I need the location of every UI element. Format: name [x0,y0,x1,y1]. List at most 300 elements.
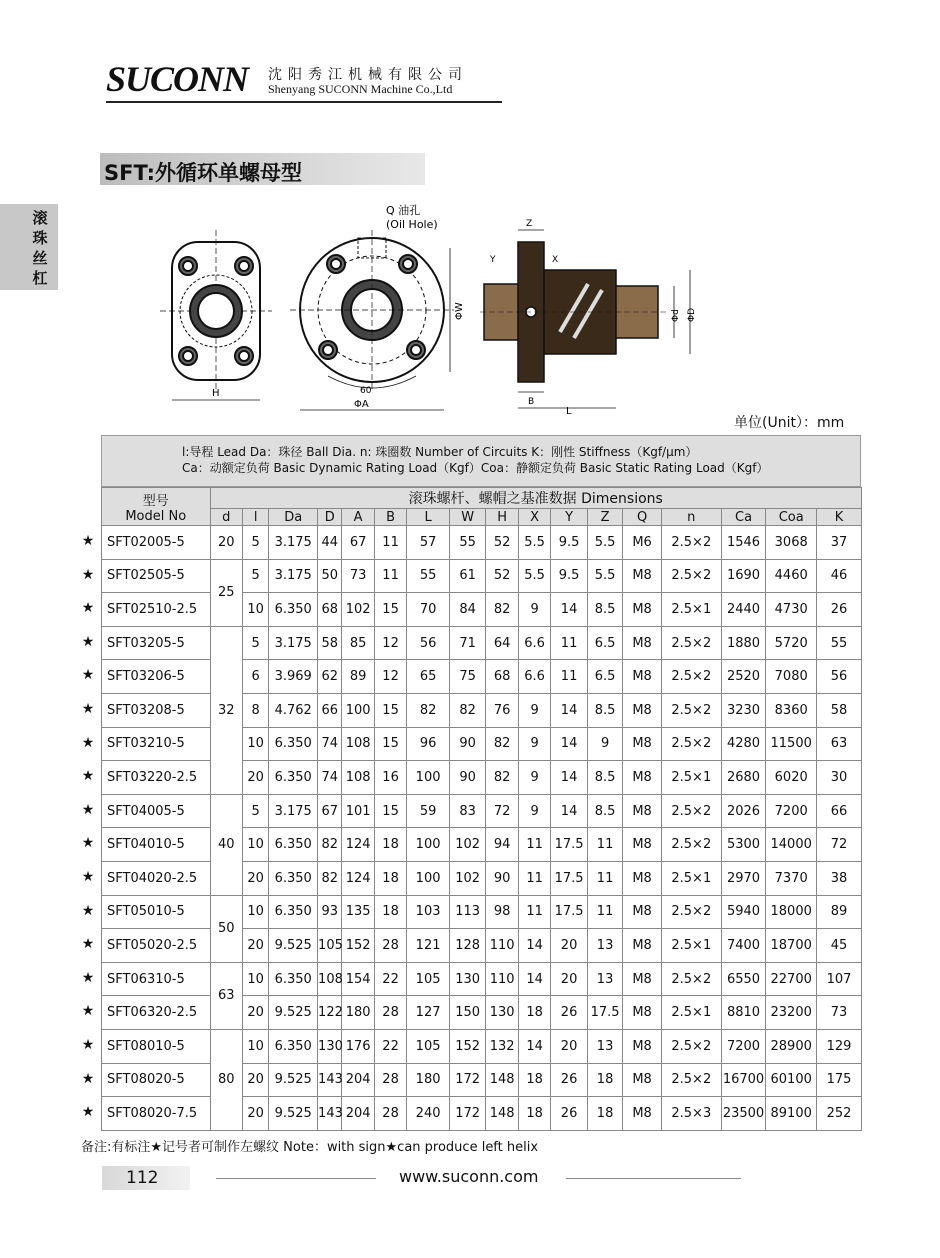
cell-n: 2.5×2 [661,559,721,593]
cell-d: 108 [318,962,342,996]
cell-x: 18 [518,1063,550,1097]
cell-d: 68 [318,593,342,627]
cell-da: 9.525 [269,929,318,963]
cell-k: 38 [817,861,862,895]
cell-q: M8 [623,828,662,862]
cell-x: 14 [518,1029,550,1063]
left-helix-star-icon: ★ [81,1070,95,1087]
cell-y: 20 [551,1029,588,1063]
cell-a: 85 [342,626,374,660]
cell-q: M8 [623,929,662,963]
cell-w: 102 [449,828,486,862]
cell-b: 16 [374,761,406,795]
cell-b: 22 [374,962,406,996]
cell-b: 18 [374,895,406,929]
cell-n: 2.5×1 [661,593,721,627]
cell-coa: 4730 [766,593,817,627]
diameter-cell: 50 [210,895,242,962]
cell-w: 75 [449,660,486,694]
cell-k: 107 [817,962,862,996]
cell-z: 13 [587,929,623,963]
model-cell: SFT03208-5 [102,693,211,727]
left-helix-star-icon: ★ [81,633,95,650]
cell-l: 70 [407,593,450,627]
cell-w: 102 [449,861,486,895]
cell-h: 52 [486,526,518,560]
cell-da: 6.350 [269,1029,318,1063]
cell-d: 66 [318,693,342,727]
cell-w: 84 [449,593,486,627]
cell-a: 100 [342,693,374,727]
cell-z: 13 [587,1029,623,1063]
footer-rule-right [566,1178,741,1179]
cell-w: 130 [449,962,486,996]
cell-ca: 7400 [721,929,766,963]
column-header-b: B [374,509,406,526]
column-header-h: H [486,509,518,526]
column-header-w: W [449,509,486,526]
left-helix-star-icon: ★ [81,936,95,953]
cell-h: 110 [486,929,518,963]
cell-y: 20 [551,929,588,963]
cell-coa: 7080 [766,660,817,694]
left-helix-star-icon: ★ [81,902,95,919]
website-url: www.suconn.com [399,1167,539,1186]
cell-x: 14 [518,962,550,996]
cell-l: 10 [242,727,268,761]
model-cell: SFT08020-7.5 [102,1097,211,1131]
cell-k: 175 [817,1063,862,1097]
cell-coa: 7370 [766,861,817,895]
label-l: L [566,406,572,417]
cell-b: 28 [374,996,406,1030]
cell-q: M8 [623,1029,662,1063]
cell-n: 2.5×2 [661,895,721,929]
cell-h: 52 [486,559,518,593]
cell-ca: 2440 [721,593,766,627]
model-cell: SFT06310-5 [102,962,211,996]
left-helix-star-icon: ★ [81,600,95,617]
cell-coa: 28900 [766,1029,817,1063]
dimensions-header: 滚珠螺杆、螺帽之基准数据 Dimensions [210,488,861,509]
cell-k: 46 [817,559,862,593]
left-helix-star-icon: ★ [81,801,95,818]
cell-y: 14 [551,593,588,627]
company-name-cn: 沈阳秀江机械有限公司 [268,67,468,83]
cell-l: 55 [407,559,450,593]
cell-l: 82 [407,693,450,727]
cell-z: 5.5 [587,526,623,560]
column-header-n: n [661,509,721,526]
cell-coa: 14000 [766,828,817,862]
cell-da: 6.350 [269,828,318,862]
left-helix-star-icon: ★ [81,869,95,885]
cell-h: 76 [486,693,518,727]
cell-w: 172 [449,1063,486,1097]
cell-a: 108 [342,761,374,795]
cell-l: 10 [242,895,268,929]
cell-x: 11 [518,895,550,929]
model-cell: SFT03210-5 [102,727,211,761]
cell-da: 3.175 [269,794,318,828]
cell-x: 9 [518,761,550,795]
cell-coa: 18000 [766,895,817,929]
cell-b: 18 [374,828,406,862]
cell-a: 102 [342,593,374,627]
cell-coa: 5720 [766,626,817,660]
label-d-big: ΦD [687,307,697,322]
model-cell: SFT04005-5 [102,794,211,828]
legend-box [101,435,861,487]
column-header-l: l [242,509,268,526]
cell-l: 5 [242,794,268,828]
cell-z: 9 [587,727,623,761]
model-cell: SFT04020-2.5 [102,861,211,895]
cell-h: 132 [486,1029,518,1063]
cell-d: 74 [318,761,342,795]
footer-rule-left [216,1178,376,1179]
cell-n: 2.5×2 [661,794,721,828]
cell-y: 26 [551,996,588,1030]
cell-h: 110 [486,962,518,996]
cell-a: 67 [342,526,374,560]
cell-h: 94 [486,828,518,862]
cell-da: 6.350 [269,593,318,627]
column-header-da: Da [269,509,318,526]
cell-ca: 2970 [721,861,766,895]
cell-q: M8 [623,794,662,828]
diameter-cell: 20 [210,526,242,560]
cell-z: 5.5 [587,559,623,593]
cell-b: 12 [374,660,406,694]
cell-ca: 5300 [721,828,766,862]
cell-h: 82 [486,593,518,627]
cell-n: 2.5×2 [661,727,721,761]
cell-w: 150 [449,996,486,1030]
cell-z: 11 [587,861,623,895]
cell-w: 83 [449,794,486,828]
cell-n: 2.5×3 [661,1097,721,1131]
cell-y: 14 [551,727,588,761]
table-row [102,559,862,593]
cell-a: 73 [342,559,374,593]
cell-l: 20 [242,929,268,963]
cell-a: 204 [342,1063,374,1097]
cell-da: 6.350 [269,861,318,895]
column-header-coa: Coa [766,509,817,526]
cell-d: 74 [318,727,342,761]
cell-q: M8 [623,962,662,996]
left-helix-star-icon: ★ [81,835,95,852]
cell-l: 100 [407,828,450,862]
cell-k: 45 [817,929,862,963]
cell-a: 154 [342,962,374,996]
cell-y: 17.5 [551,828,588,862]
cell-d: 143 [318,1097,342,1131]
cell-q: M8 [623,727,662,761]
spec-table-body [102,526,862,1131]
model-cell: SFT02505-5 [102,559,211,593]
label-x: X [552,255,559,265]
cell-x: 18 [518,1097,550,1131]
column-header-ca: Ca [721,509,766,526]
side-view [480,230,690,408]
column-header-row [102,509,862,526]
cell-q: M8 [623,996,662,1030]
cell-b: 28 [374,1097,406,1131]
cell-y: 14 [551,693,588,727]
model-cell: SFT03206-5 [102,660,211,694]
cell-q: M8 [623,895,662,929]
cell-l: 6 [242,660,268,694]
cell-z: 6.5 [587,660,623,694]
cell-n: 2.5×2 [661,1063,721,1097]
cell-k: 37 [817,526,862,560]
cell-k: 58 [817,693,862,727]
cell-l: 127 [407,996,450,1030]
cell-x: 5.5 [518,559,550,593]
cell-l: 57 [407,526,450,560]
cell-z: 18 [587,1097,623,1131]
front-view-square [160,230,272,400]
cell-b: 22 [374,1029,406,1063]
cell-l: 10 [242,593,268,627]
cell-l: 5 [242,626,268,660]
cell-w: 82 [449,693,486,727]
left-helix-star-icon: ★ [81,1104,95,1121]
cell-x: 9 [518,693,550,727]
label-y: Y [490,255,496,265]
cell-y: 14 [551,761,588,795]
cell-ca: 7200 [721,1029,766,1063]
cell-h: 82 [486,761,518,795]
cell-ca: 3230 [721,693,766,727]
cell-b: 12 [374,626,406,660]
cell-k: 73 [817,996,862,1030]
cell-y: 17.5 [551,895,588,929]
cell-d: 143 [318,1063,342,1097]
cell-z: 8.5 [587,794,623,828]
cell-l: 59 [407,794,450,828]
cell-a: 124 [342,828,374,862]
cell-z: 18 [587,1063,623,1097]
cell-da: 3.175 [269,526,318,560]
cell-q: M8 [623,660,662,694]
left-helix-star-icon: ★ [81,1037,95,1053]
model-cell: SFT08010-5 [102,1029,211,1063]
cell-z: 6.5 [587,626,623,660]
cell-n: 2.5×2 [661,962,721,996]
cell-n: 2.5×1 [661,861,721,895]
cell-coa: 6020 [766,761,817,795]
cell-w: 90 [449,727,486,761]
label-angle: 60 [360,386,372,396]
cell-y: 17.5 [551,861,588,895]
cell-h: 72 [486,794,518,828]
legend-line-2: Ca：动额定负荷 Basic Dynamic Rating Load（Kgf）Coa：静额定负荷 Basic Static Rating Load（Kgf） [182,461,769,475]
cell-da: 9.525 [269,1097,318,1131]
diameter-cell: 80 [210,1029,242,1130]
cell-ca: 8810 [721,996,766,1030]
cell-ca: 4280 [721,727,766,761]
cell-x: 9 [518,593,550,627]
model-cell: SFT05010-5 [102,895,211,929]
cell-x: 11 [518,861,550,895]
cell-q: M8 [623,593,662,627]
technical-drawing [150,200,710,422]
column-header-d: d [210,509,242,526]
diameter-cell: 25 [210,559,242,626]
table-row [102,526,862,560]
cell-b: 11 [374,526,406,560]
left-helix-star-icon: ★ [81,734,95,751]
legend-line-1: l:导程 Lead Da：珠径 Ball Dia. n: 珠圈数 Number of Circuits K：刚性 Stiffness（Kgf/μm） [182,445,698,459]
left-helix-star-icon: ★ [81,969,95,986]
cell-n: 2.5×1 [661,996,721,1030]
cell-z: 17.5 [587,996,623,1030]
cell-a: 135 [342,895,374,929]
cell-a: 89 [342,660,374,694]
model-cell: SFT03205-5 [102,626,211,660]
cell-b: 15 [374,794,406,828]
cell-a: 152 [342,929,374,963]
cell-ca: 1690 [721,559,766,593]
cell-da: 9.525 [269,1063,318,1097]
cell-b: 18 [374,861,406,895]
cell-q: M8 [623,761,662,795]
diameter-cell: 32 [210,626,242,794]
cell-l: 10 [242,962,268,996]
cell-k: 56 [817,660,862,694]
cell-w: 128 [449,929,486,963]
cell-da: 6.350 [269,727,318,761]
cell-x: 5.5 [518,526,550,560]
label-d-small: Φd [671,309,681,322]
cell-z: 11 [587,895,623,929]
cell-l: 10 [242,1029,268,1063]
company-name-en: Shenyang SUCONN Machine Co.,Ltd [268,82,453,96]
label-z: Z [526,219,533,229]
cell-z: 8.5 [587,593,623,627]
cell-coa: 7200 [766,794,817,828]
cell-l: 20 [242,1063,268,1097]
cell-l: 96 [407,727,450,761]
page-number: 112 [126,1168,159,1188]
cell-coa: 11500 [766,727,817,761]
cell-k: 72 [817,828,862,862]
cell-d: 105 [318,929,342,963]
cell-y: 9.5 [551,526,588,560]
cell-d: 62 [318,660,342,694]
cell-x: 6.6 [518,660,550,694]
cell-w: 113 [449,895,486,929]
cell-l: 103 [407,895,450,929]
cell-a: 180 [342,996,374,1030]
cell-z: 11 [587,828,623,862]
column-header-z: Z [587,509,623,526]
model-cell: SFT02005-5 [102,526,211,560]
cell-da: 4.762 [269,693,318,727]
cell-y: 26 [551,1063,588,1097]
left-helix-star-icon: ★ [81,533,95,549]
model-header-cn: 型号 [142,493,169,509]
cell-coa: 60100 [766,1063,817,1097]
cell-q: M8 [623,693,662,727]
cell-ca: 2520 [721,660,766,694]
cell-l: 56 [407,626,450,660]
cell-coa: 89100 [766,1097,817,1131]
cell-coa: 4460 [766,559,817,593]
table-row [102,962,862,996]
cell-k: 66 [817,794,862,828]
cell-q: M6 [623,526,662,560]
cell-l: 20 [242,996,268,1030]
header-rule [106,101,502,103]
cell-n: 2.5×2 [661,626,721,660]
footer-note: 备注:有标注★记号者可制作左螺纹 Note：with sign★can produce left helix [81,1140,539,1155]
cell-d: 82 [318,828,342,862]
cell-b: 15 [374,693,406,727]
cell-w: 90 [449,761,486,795]
cell-q: M8 [623,1063,662,1097]
cell-d: 93 [318,895,342,929]
cell-x: 18 [518,996,550,1030]
diameter-cell: 63 [210,962,242,1029]
label-w: ΦW [454,302,465,320]
table-row [102,794,862,828]
column-header-y: Y [551,509,588,526]
cell-d: 82 [318,861,342,895]
cell-a: 204 [342,1097,374,1131]
cell-l: 105 [407,1029,450,1063]
cell-da: 3.175 [269,559,318,593]
front-view-round [290,230,454,410]
cell-d: 58 [318,626,342,660]
cell-coa: 23200 [766,996,817,1030]
cell-ca: 6550 [721,962,766,996]
cell-l: 65 [407,660,450,694]
cell-w: 152 [449,1029,486,1063]
spec-table [101,487,862,1131]
model-cell: SFT03220-2.5 [102,761,211,795]
column-header-q: Q [623,509,662,526]
cell-l: 8 [242,693,268,727]
cell-y: 9.5 [551,559,588,593]
cell-x: 6.6 [518,626,550,660]
column-header-l: L [407,509,450,526]
cell-d: 67 [318,794,342,828]
page-title: SFT:外循环单螺母型 [104,161,303,185]
model-cell: SFT06320-2.5 [102,996,211,1030]
cell-coa: 18700 [766,929,817,963]
cell-x: 9 [518,727,550,761]
cell-h: 148 [486,1097,518,1131]
cell-h: 98 [486,895,518,929]
cell-q: M8 [623,861,662,895]
cell-x: 9 [518,794,550,828]
column-header-d: D [318,509,342,526]
cell-l: 105 [407,962,450,996]
cell-w: 172 [449,1097,486,1131]
cell-d: 130 [318,1029,342,1063]
column-header-k: K [817,509,862,526]
table-row [102,1029,862,1063]
cell-l: 10 [242,828,268,862]
table-row [102,895,862,929]
column-header-x: X [518,509,550,526]
diameter-cell: 40 [210,794,242,895]
cell-ca: 1546 [721,526,766,560]
